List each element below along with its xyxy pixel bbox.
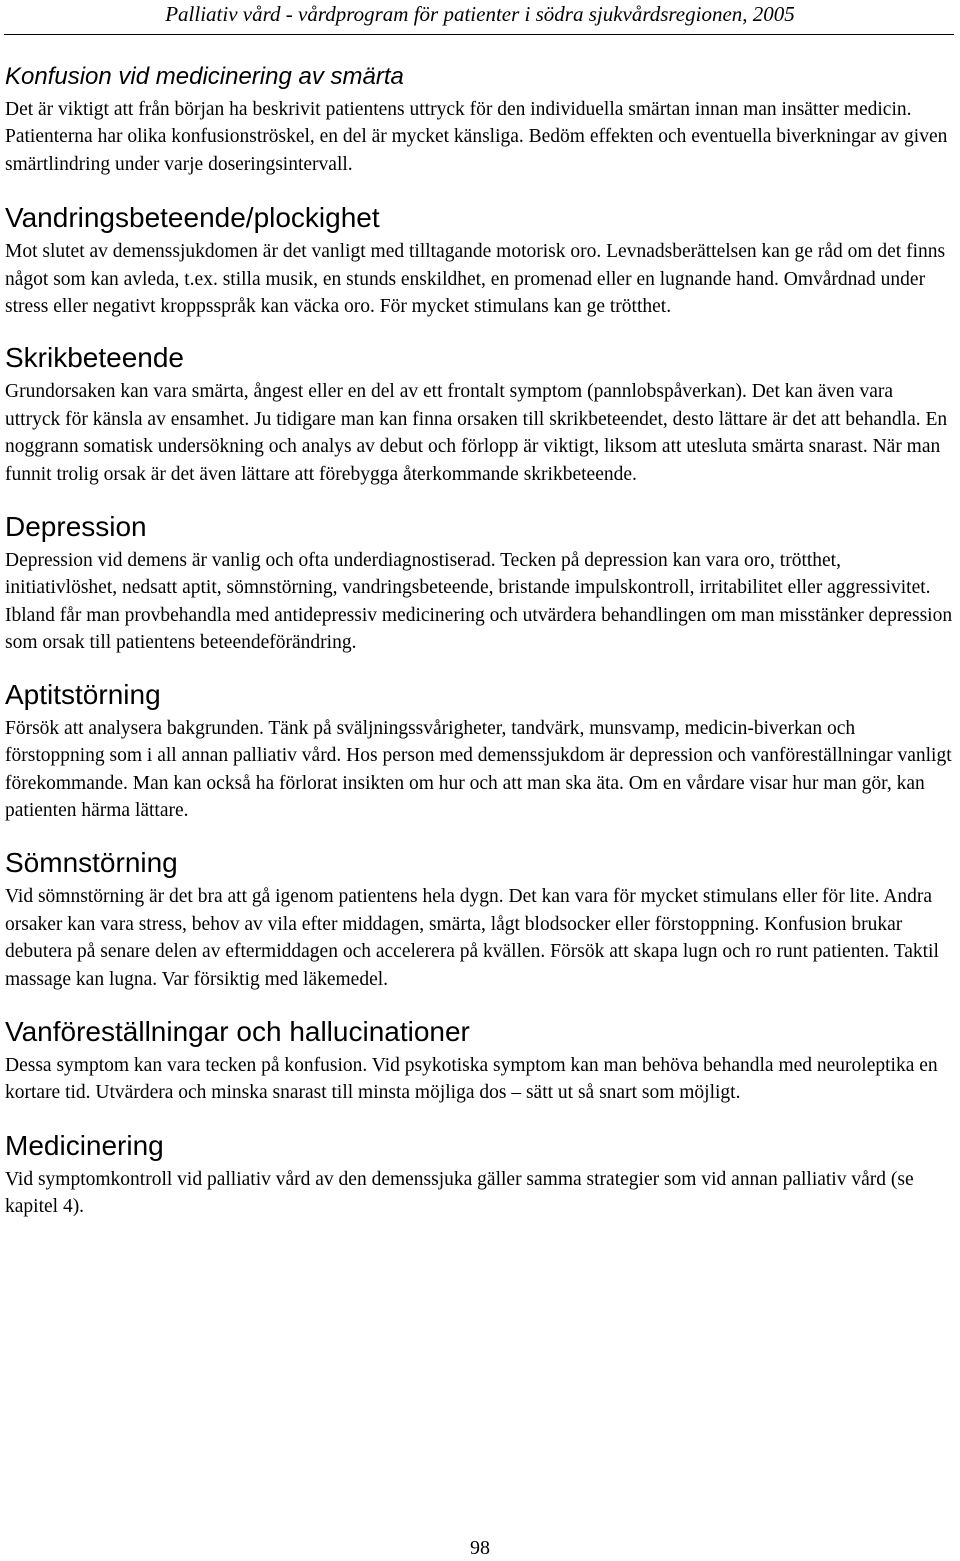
section-paragraph: Mot slutet av demenssjukdomen är det vanligt med tilltagande motorisk oro. Levnadsberättelsen kan ge råd om det finns något som kan avleda, t.ex. stilla musik, en stunds enskildhet, en promenad eller en lugnande hand. Omvårdnad under stress eller negativt kroppsspråk kan väcka oro. För mycket stimulans kan ge trötthet. [5, 241, 946, 318]
section-heading: Depression [5, 511, 147, 543]
page-number: 98 [470, 1537, 490, 1559]
section-heading: Medicinering [5, 1129, 164, 1161]
section-heading: Konfusion vid medicinering av smärta [5, 63, 404, 90]
running-header: Palliativ vård - vårdprogram för patienter i södra sjukvårdsregionen, 2005 [165, 2, 795, 26]
section-paragraph: Det är viktigt att från början ha beskrivit patientens uttryck för den individuella smärtan innan man insätter medicin. Patienterna har olika konfusionströskel, en del är mycket känsliga. Bedöm effekten och eventuella biverkningar av given smärtlindring under varje doseringsintervall. [5, 99, 948, 175]
section-depression [5, 510, 953, 657]
section-paragraph: Dessa symptom kan vara tecken på konfusion. Vid psykotiska symptom kan man behöva behandla med neuroleptika en kortare tid. Utvärdera och minska snarast till minsta möjliga dos – sätt ut så snart som möjligt. [5, 1054, 938, 1104]
section-aptitstorning [5, 678, 953, 825]
section-vanforestallningar [5, 1015, 953, 1107]
section-paragraph: Försök att analysera bakgrunden. Tänk på sväljningssvårigheter, tandvärk, munsvamp, medicin-biverkan och förstoppning som i all annan palliativ vård. Hos person med demenssjukdom är depression och vanföreställningar vanligt förekommande. Man kan också ha förlorat insikten om hur och att man ska äta. Om en vårdare visar hur man gör, kan patienten härma lättare. [5, 717, 952, 821]
section-paragraph: Vid symptomkontroll vid palliativ vård av den demenssjuka gäller samma strategier som vid annan palliativ vård (se kapitel 4). [5, 1168, 914, 1218]
section-heading: Aptitstörning [5, 678, 161, 710]
document-body [5, 62, 953, 1221]
section-paragraph: Vid sömnstörning är det bra att gå igenom patientens hela dygn. Det kan vara för mycket stimulans eller för lite. Andra orsaker kan vara stress, behov av vila efter middagen, smärta, lågt blodsocker eller förstoppning. Konfusion brukar debutera på senare delen av eftermiddagen och accelerera på kvällen. Försök att skapa lugn och ro runt patienten. Taktil massage kan lugna. Var försiktig med läkemedel. [5, 886, 939, 990]
section-heading: Vandringsbeteende/plockighet [5, 202, 380, 234]
header-rule [4, 34, 954, 35]
section-paragraph: Grundorsaken kan vara smärta, ångest eller en del av ett frontalt symptom (pannlobspåverkan). Det kan även vara uttryck för känsla av ensamhet. Ju tidigare man kan finna orsaken till skrikbeteendet, desto lättare är det att behandla. En noggrann somatisk undersökning och analys av debut och förlopp är viktigt, liksom att utesluta smärta snarast. När man funnit trolig orsak är det även lättare att förebygga återkommande skrikbeteende. [5, 381, 948, 485]
section-medicinering [5, 1129, 953, 1221]
section-vandringsbeteende [5, 201, 953, 320]
section-heading: Sömnstörning [5, 847, 178, 879]
section-paragraph: Depression vid demens är vanlig och ofta underdiagnostiserad. Tecken på depression kan vara oro, trötthet, initiativlöshet, nedsatt aptit, sömnstörning, vandringsbeteende, bristande impulskontroll, irritabilitet eller aggressivitet. Ibland får man provbehandla med antidepressiv medicinering och utvärdera behandlingen om man misstänker depression som orsak till patientens beteendeförändring. [5, 550, 953, 654]
section-somnstorning [5, 846, 953, 993]
section-skrikbeteende [5, 341, 953, 488]
section-heading: Vanföreställningar och hallucinationer [5, 1015, 470, 1047]
section-heading: Skrikbeteende [5, 342, 185, 374]
section-konfusion [5, 62, 953, 178]
